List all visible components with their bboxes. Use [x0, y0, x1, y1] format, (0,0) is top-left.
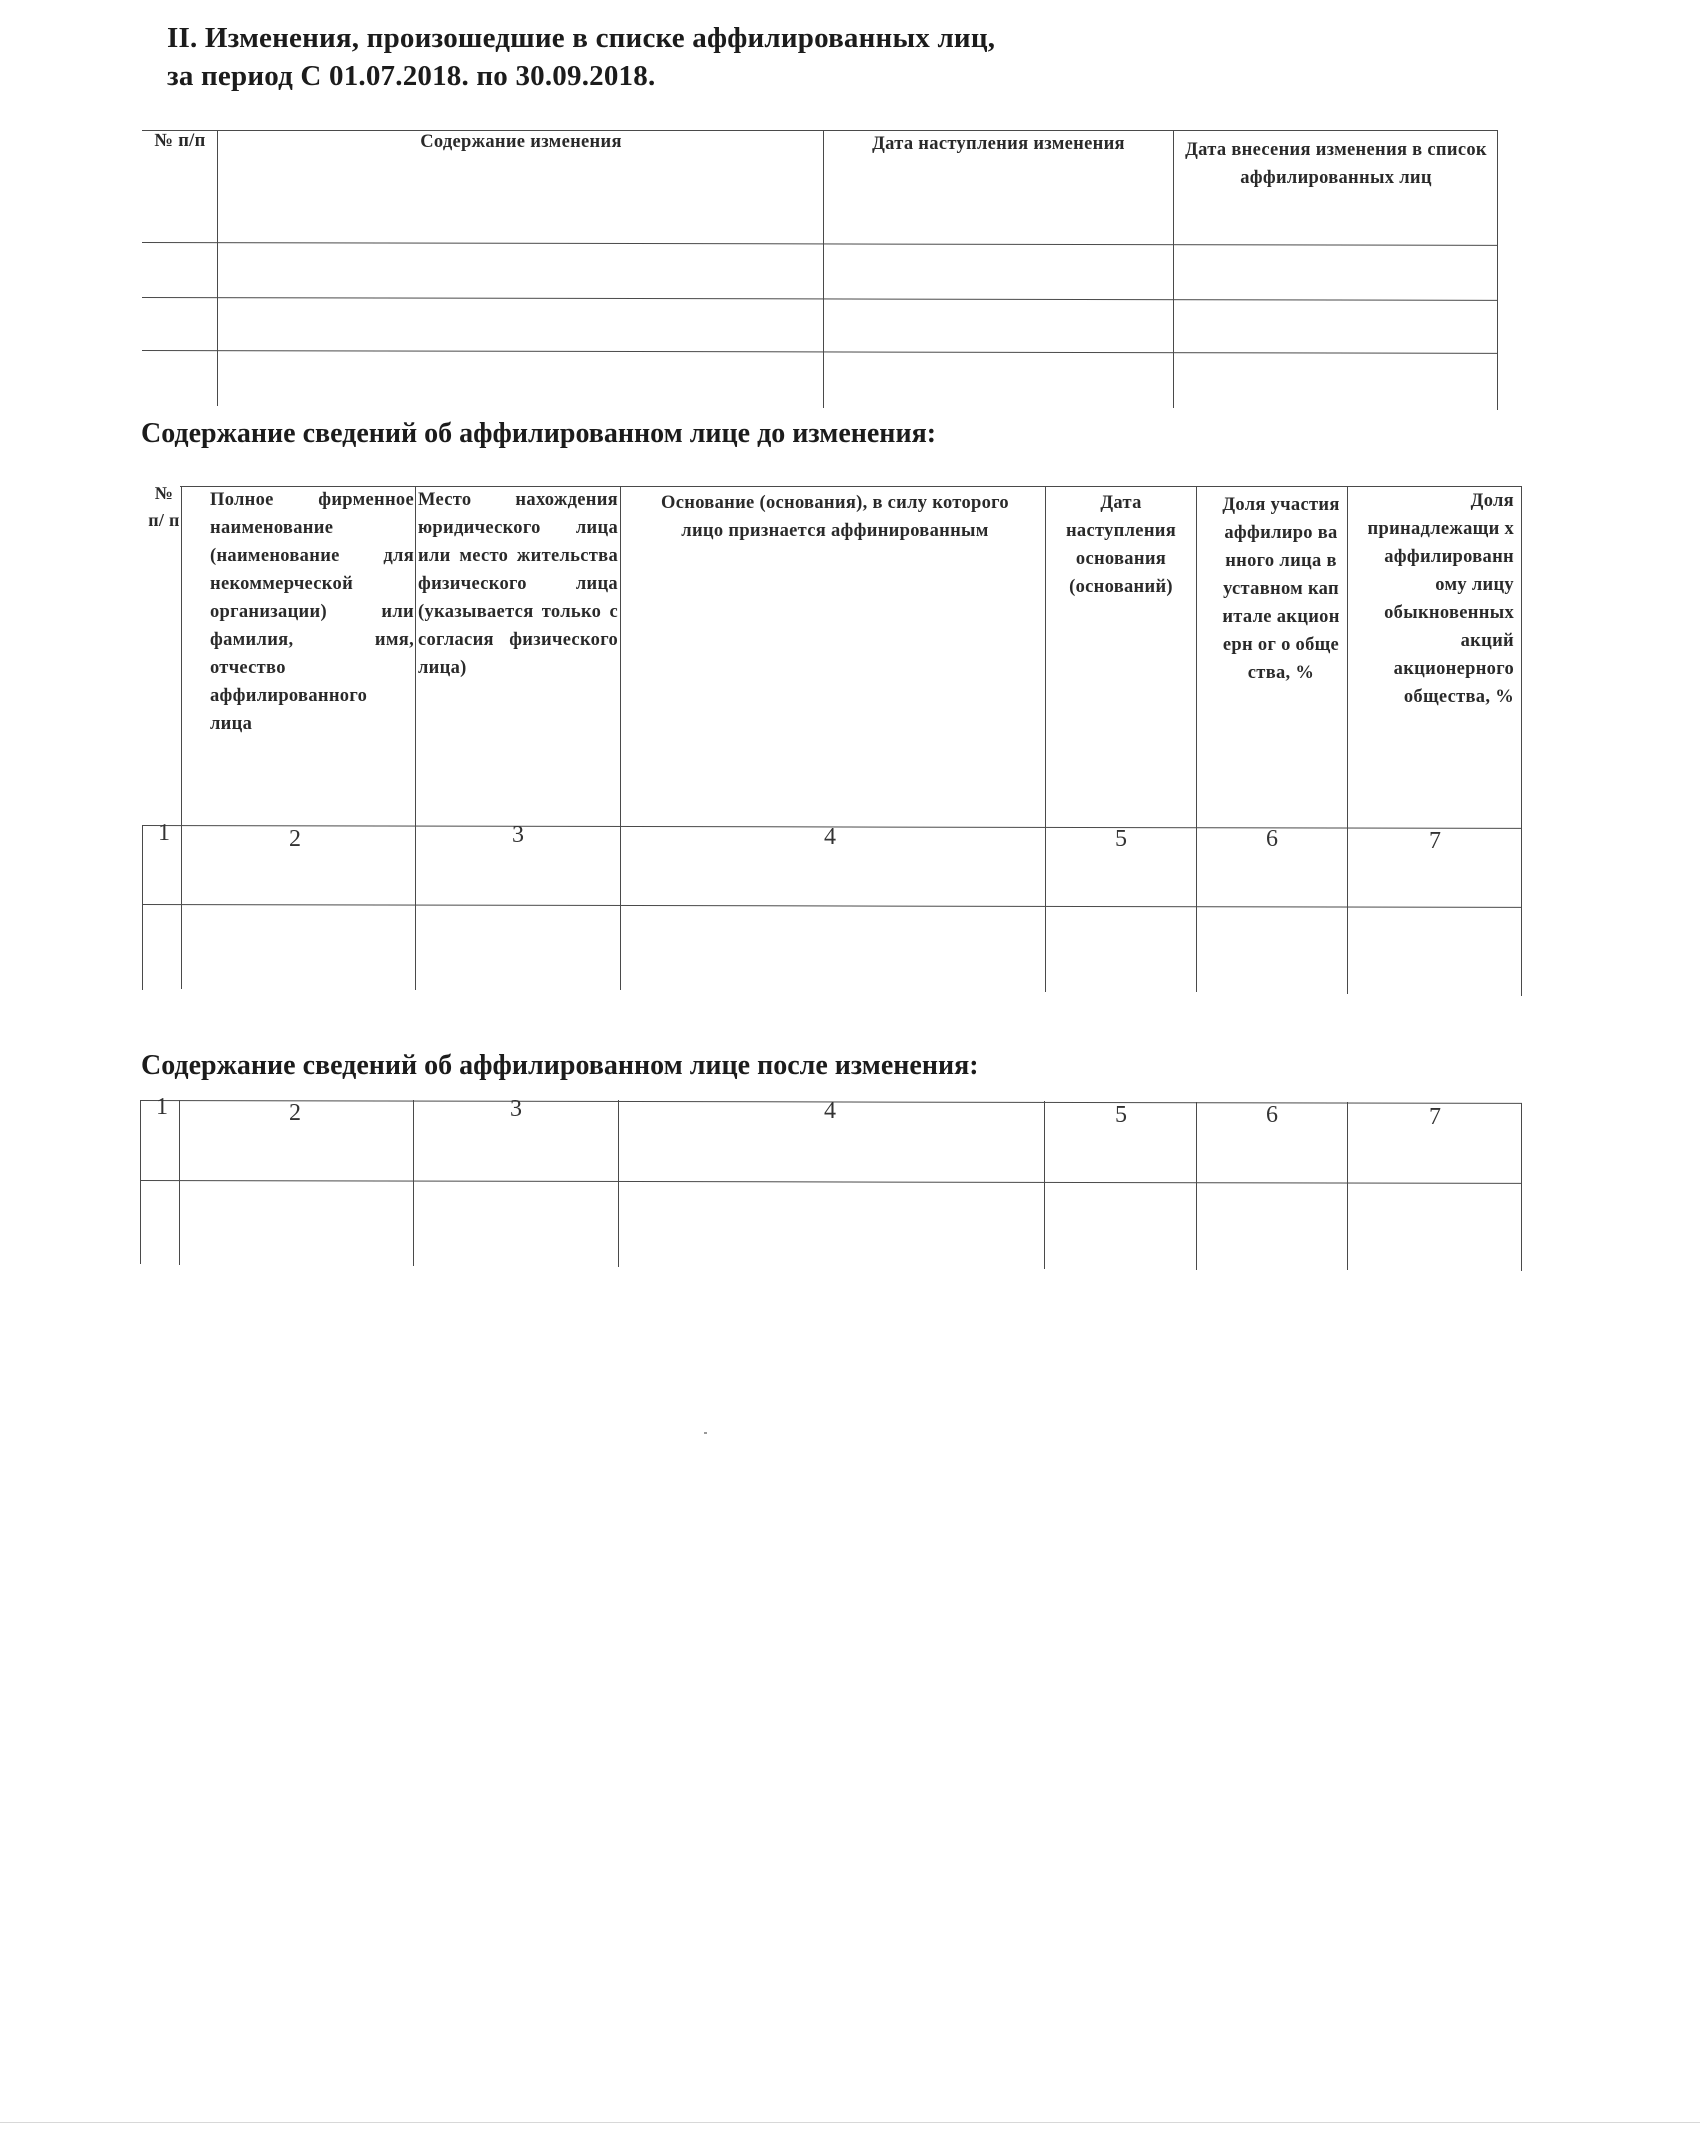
after-table-col-divider [179, 1100, 180, 1265]
after-table-right-border [1521, 1103, 1522, 1271]
before-col-number: 3 [512, 822, 524, 848]
before-col-number: 6 [1266, 826, 1278, 852]
after-col-number: 2 [289, 1100, 301, 1126]
changes-table-col-divider [823, 130, 824, 408]
before-header-location: Место нахождения юридического лица или место жительства физического лица (указывается только с согласия физического лица) [418, 490, 618, 678]
before-table-col-divider [1045, 486, 1046, 992]
after-col-number: 4 [824, 1098, 836, 1124]
after-col-number: 3 [510, 1096, 522, 1122]
changes-table-row-line [142, 350, 1498, 354]
after-col-number: 1 [156, 1094, 168, 1120]
before-col-number: 1 [158, 820, 170, 846]
before-header-basis: Основание (основания), в силу которого лицо признается аффинированным [661, 493, 1009, 541]
document-heading-line-1: II. Изменения, произошедшие в списке аффилированных лиц, [167, 22, 996, 54]
before-col-number: 5 [1115, 826, 1127, 852]
before-table-col-divider [181, 486, 182, 989]
after-table-col-divider [1347, 1102, 1348, 1270]
before-header-basis-date: Дата наступления основания (оснований) [1065, 493, 1177, 597]
after-table-left-border [140, 1100, 141, 1264]
after-col-number: 5 [1115, 1102, 1127, 1128]
after-col-number: 7 [1429, 1104, 1441, 1130]
before-col-number: 7 [1429, 828, 1441, 854]
after-table-col-divider [1196, 1102, 1197, 1270]
changes-header-content: Содержание изменения [420, 132, 622, 152]
scan-speck [704, 1432, 707, 1434]
changes-table-right-border [1497, 130, 1498, 410]
changes-table-col-divider [1173, 130, 1174, 408]
changes-header-date-entered: Дата внесения изменения в список аффилированных лиц [1185, 140, 1487, 188]
after-section-title: Содержание сведений об аффилированном лице после изменения: [141, 1050, 979, 1081]
before-table-left-border [142, 825, 143, 990]
changes-table-row-line [142, 242, 1498, 246]
changes-header-date-occurred: Дата наступления изменения [872, 134, 1125, 154]
before-header-shares-owned: Доля принадлежащи х аффилированн ому лицу обыкновенных акций акционерного общества, % [1367, 491, 1514, 707]
before-table-col-divider [415, 486, 416, 990]
before-table-col-divider [1196, 486, 1197, 992]
after-table-col-divider [1044, 1101, 1045, 1269]
before-col-number: 2 [289, 826, 301, 852]
after-table-col-divider [618, 1100, 619, 1267]
changes-table-col-divider [217, 130, 218, 406]
before-section-title: Содержание сведений об аффилированном лице до изменения: [141, 418, 937, 449]
changes-header-number: № п/п [154, 131, 206, 151]
before-table-right-border [1521, 486, 1522, 996]
changes-table-row-line [142, 297, 1498, 301]
before-col-number: 4 [824, 824, 836, 850]
before-table-col-divider [620, 486, 621, 990]
before-table-col-divider [1347, 486, 1348, 994]
after-table-row-line [140, 1180, 1522, 1184]
document-heading-line-2: за период С 01.07.2018. по 30.09.2018. [167, 60, 656, 92]
before-header-name: Полное фирменное наименование (наименование для некоммерческой организации) или фамилия, имя, отчество аффилированного лица [210, 490, 414, 734]
after-col-number: 6 [1266, 1102, 1278, 1128]
before-table-row-line [142, 904, 1522, 908]
before-header-number: № п/ п [148, 483, 180, 530]
scan-bottom-edge [0, 2122, 1700, 2123]
before-header-capital-share: Доля участия аффилиро ва нного лица в уставном капитале акционерн ог о общества, % [1222, 495, 1340, 683]
after-table-col-divider [413, 1100, 414, 1266]
